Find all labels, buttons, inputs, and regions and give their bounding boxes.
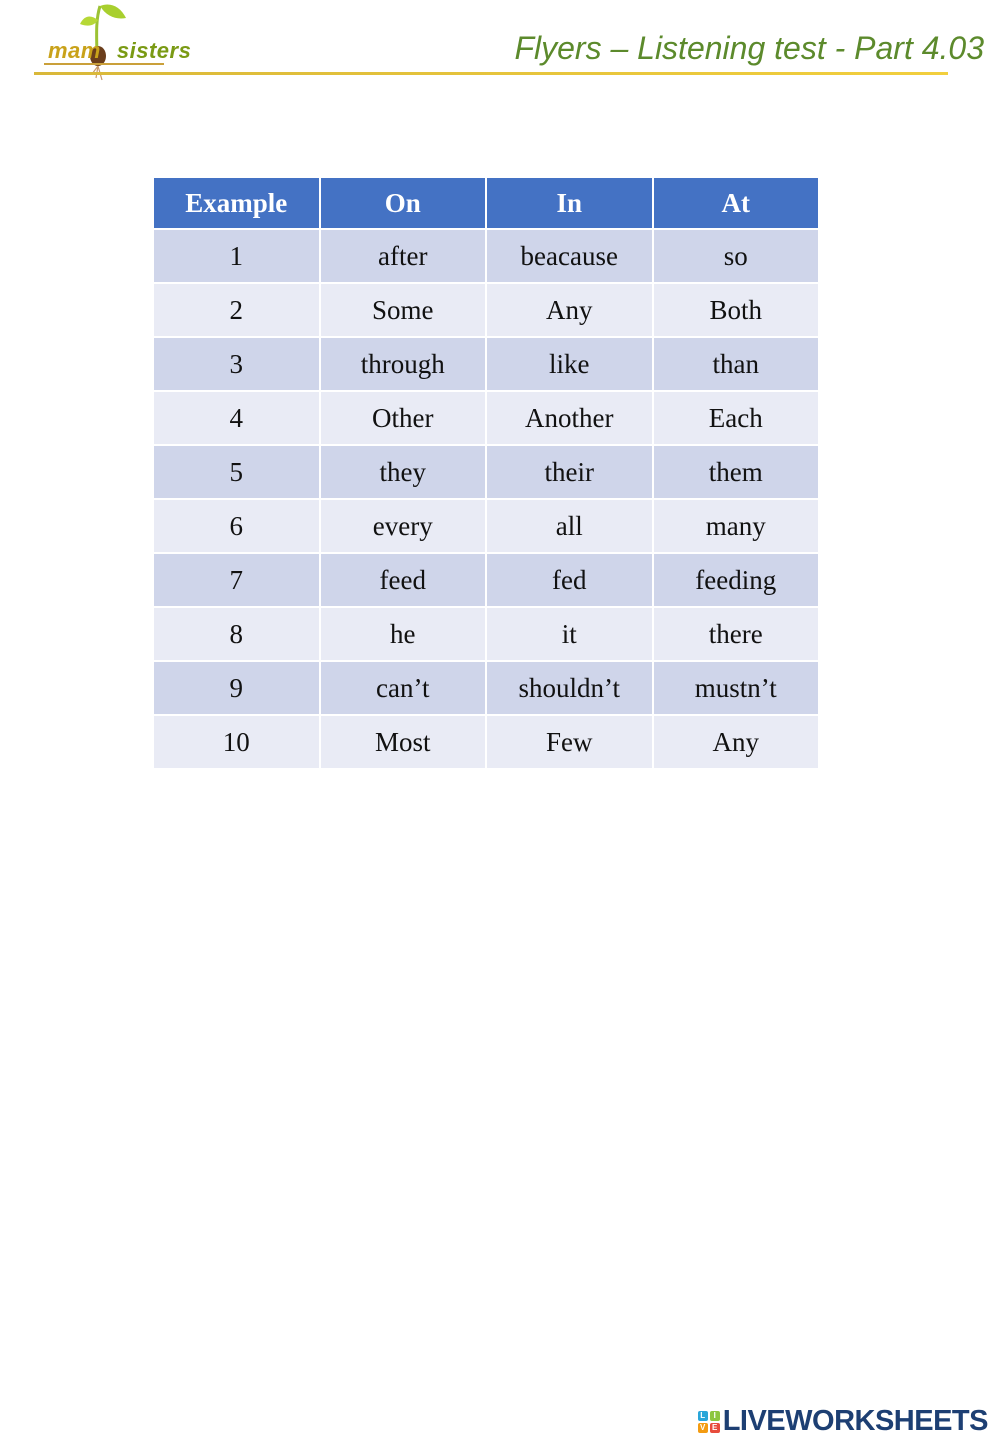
answer-table: [152, 176, 820, 770]
header-divider: [34, 72, 948, 75]
cell-option-at[interactable]: mustn’t: [653, 661, 820, 715]
logo-text-sisters: sisters: [116, 38, 192, 63]
cell-number: 3: [153, 337, 320, 391]
cell-option-on[interactable]: feed: [320, 553, 487, 607]
cell-option-in[interactable]: like: [486, 337, 653, 391]
cell-number: 10: [153, 715, 320, 769]
table-row: [153, 391, 819, 445]
table-row: [153, 661, 819, 715]
table-header-row: [153, 177, 819, 229]
cell-option-in[interactable]: Another: [486, 391, 653, 445]
cell-option-on[interactable]: through: [320, 337, 487, 391]
icon-letter-l: L: [698, 1411, 708, 1421]
column-header-example: Example: [153, 177, 320, 229]
cell-option-at[interactable]: Each: [653, 391, 820, 445]
liveworksheets-logo-icon: [698, 1411, 720, 1433]
cell-option-in[interactable]: Any: [486, 283, 653, 337]
cell-number: 6: [153, 499, 320, 553]
cell-number: 4: [153, 391, 320, 445]
table-row: [153, 283, 819, 337]
cell-option-in[interactable]: it: [486, 607, 653, 661]
table-row: [153, 715, 819, 769]
cell-option-in[interactable]: fed: [486, 553, 653, 607]
cell-number: 5: [153, 445, 320, 499]
cell-option-on[interactable]: he: [320, 607, 487, 661]
cell-number: 2: [153, 283, 320, 337]
table-row: [153, 607, 819, 661]
icon-letter-e: E: [710, 1423, 720, 1433]
table-row: [153, 445, 819, 499]
cell-option-in[interactable]: Few: [486, 715, 653, 769]
table-row: [153, 553, 819, 607]
cell-number: 8: [153, 607, 320, 661]
liveworksheets-wordmark: LIVEWORKSHEETS: [722, 1405, 988, 1437]
column-header-in: In: [486, 177, 653, 229]
cell-option-in[interactable]: shouldn’t: [486, 661, 653, 715]
cell-option-in[interactable]: beacause: [486, 229, 653, 283]
cell-option-at[interactable]: than: [653, 337, 820, 391]
cell-number: 1: [153, 229, 320, 283]
cell-option-at[interactable]: Any: [653, 715, 820, 769]
cell-option-at[interactable]: them: [653, 445, 820, 499]
cell-option-on[interactable]: they: [320, 445, 487, 499]
cell-option-on[interactable]: Most: [320, 715, 487, 769]
cell-option-on[interactable]: can’t: [320, 661, 487, 715]
cell-option-at[interactable]: so: [653, 229, 820, 283]
cell-option-in[interactable]: their: [486, 445, 653, 499]
icon-letter-v: V: [698, 1423, 708, 1433]
icon-letter-i: I: [710, 1411, 720, 1421]
page-header: [0, 0, 1000, 90]
column-header-at: At: [653, 177, 820, 229]
cell-option-on[interactable]: after: [320, 229, 487, 283]
liveworksheets-brand[interactable]: [698, 1405, 988, 1438]
cell-option-in[interactable]: all: [486, 499, 653, 553]
cell-option-at[interactable]: feeding: [653, 553, 820, 607]
logo-text-mam: mam: [48, 38, 101, 63]
cell-option-on[interactable]: Some: [320, 283, 487, 337]
mamsisters-logo: [40, 0, 192, 82]
cell-number: 7: [153, 553, 320, 607]
cell-option-at[interactable]: Both: [653, 283, 820, 337]
cell-option-at[interactable]: there: [653, 607, 820, 661]
table-row: [153, 229, 819, 283]
cell-number: 9: [153, 661, 320, 715]
document-title: Flyers – Listening test - Part 4.03: [514, 30, 984, 66]
table-row: [153, 337, 819, 391]
cell-option-on[interactable]: Other: [320, 391, 487, 445]
cell-option-at[interactable]: many: [653, 499, 820, 553]
cell-option-on[interactable]: every: [320, 499, 487, 553]
column-header-on: On: [320, 177, 487, 229]
table-row: [153, 499, 819, 553]
